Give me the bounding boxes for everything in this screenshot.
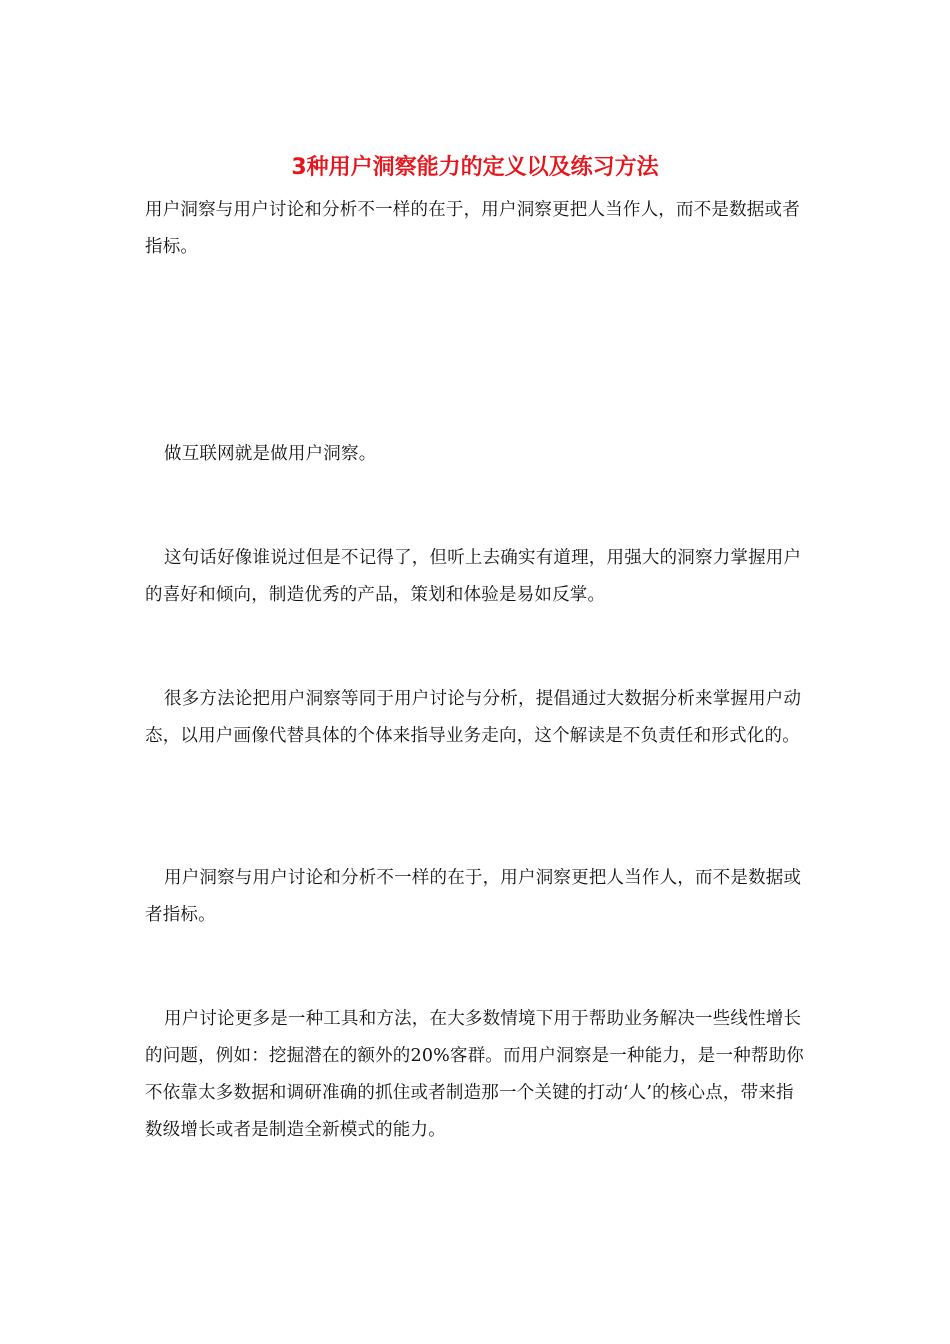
- paragraph-5: 用户洞察与用户讨论和分析不一样的在于，用户洞察更把人当作人，而不是数据或者指标。: [145, 868, 802, 925]
- paragraph-6: 用户讨论更多是一种工具和方法，在大多数情境下用于帮助业务解决一些线性增长的问题，例如：挖掘潜在的额外的20%客群。而用户洞察是一种能力，是一种帮助你不依靠太多数据和调研准确的抓住或者制造那一个关键的打动‘人’的核心点，带来指数级增长或者是制造全新模式的能力。: [145, 1009, 804, 1140]
- paragraph-4: 很多方法论把用户洞察等同于用户讨论与分析，提倡通过大数据分析来掌握用户动态，以用户画像代替具体的个体来指导业务走向，这个解读是不负责任和形式化的。: [145, 689, 802, 746]
- paragraph-2: 做互联网就是做用户洞察。: [164, 444, 377, 464]
- document-title: 3种用户洞察能力的定义以及练习方法: [291, 155, 659, 180]
- paragraph-3: 这句话好像谁说过但是不记得了，但听上去确实有道理，用强大的洞察力掌握用户的喜好和倾向，制造优秀的产品，策划和体验是易如反掌。: [145, 548, 802, 605]
- paragraph-intro: 用户洞察与用户讨论和分析不一样的在于，用户洞察更把人当作人，而不是数据或者指标。: [145, 200, 800, 257]
